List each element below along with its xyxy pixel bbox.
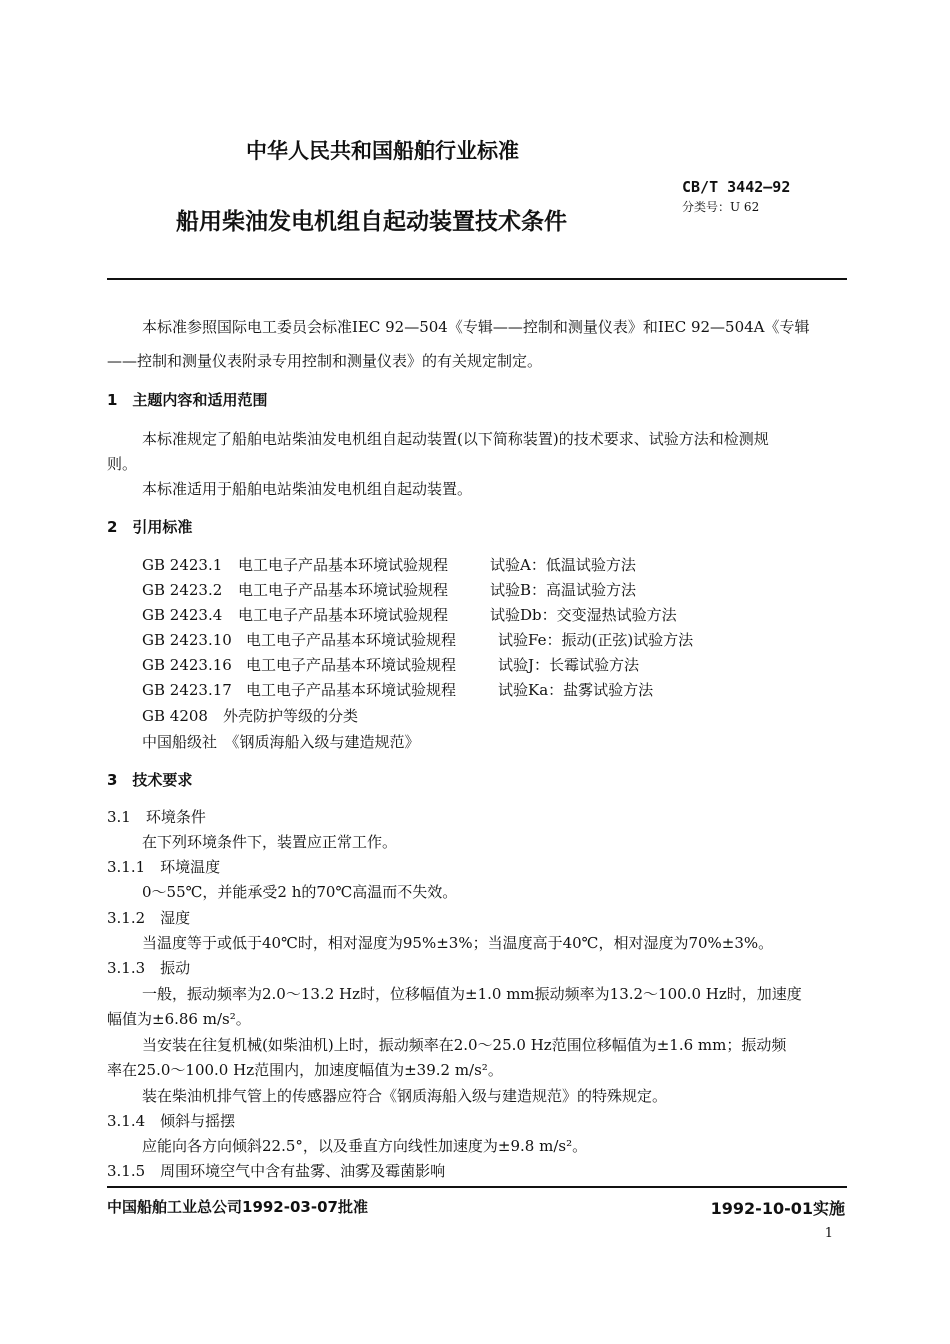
section-3-1-1-heading: 3.1.1 环境温度	[107, 858, 221, 876]
intro-line-2: ——控制和测量仪表附录专用控制和测量仪表》的有关规定制定。	[107, 352, 543, 370]
reference-code: GB 2423.4	[142, 606, 223, 624]
section-3-1-3-p1-line-2: 幅值为±6.86 m/s²。	[107, 1010, 251, 1028]
section-3-1-5-heading: 3.1.5 周围环境空气中含有盐雾、油雾及霉菌影响	[107, 1162, 446, 1180]
reference-test: 试验A：低温试验方法	[490, 556, 636, 574]
reference-code: GB 2423.2	[142, 581, 223, 599]
reference-title: 电工电子产品基本环境试验规程	[238, 606, 449, 624]
section-3-1-3-p2-line-2: 率在25.0～100.0 Hz范围内，加速度幅值为±39.2 m/s²。	[107, 1061, 503, 1079]
reference-test: 试验Db：交变湿热试验方法	[490, 606, 677, 624]
standard-number: CB/T 3442—92	[682, 178, 791, 196]
section-3-1-heading: 3.1 环境条件	[107, 808, 206, 826]
section-2-heading: 2 引用标准	[107, 518, 193, 536]
org-title: 中华人民共和国船舶行业标准	[246, 139, 519, 163]
implementation-date: 1992-10-01实施	[710, 1199, 845, 1218]
reference-code: GB 2423.1	[142, 556, 223, 574]
classification-number: 分类号：U 62	[682, 200, 760, 214]
reference-item	[142, 629, 693, 650]
section-3-1-3-p1-line-1: 一般，振动频率为2.0～13.2 Hz时，位移幅值为±1.0 mm振动频率为13.2～100.0 Hz时，加速度	[142, 985, 802, 1003]
reference-gb4208: GB 4208 外壳防护等级的分类	[142, 707, 358, 725]
section-1-p2: 本标准适用于船舶电站柴油发电机组自起动装置。	[142, 480, 473, 498]
reference-item	[142, 654, 639, 675]
section-3-1-4-heading: 3.1.4 倾斜与摇摆	[107, 1112, 236, 1130]
reference-test: 试验Fe：振动(正弦)试验方法	[498, 631, 694, 649]
section-3-1-4-text: 应能向各方向倾斜22.5°，以及垂直方向线性加速度为±9.8 m/s²。	[142, 1137, 588, 1155]
section-3-1-1-text: 0～55℃，并能承受2 h的70℃高温而不失效。	[142, 883, 458, 901]
reference-code: GB 2423.16	[142, 656, 232, 674]
reference-title: 电工电子产品基本环境试验规程	[238, 581, 449, 599]
reference-ccs-rules: 中国船级社 《钢质海船入级与建造规范》	[142, 733, 420, 751]
section-1-p1-line-2: 则。	[107, 455, 138, 473]
section-3-1-3-heading: 3.1.3 振动	[107, 959, 191, 977]
section-3-1-text: 在下列环境条件下，装置应正常工作。	[142, 833, 398, 851]
section-3-1-2-heading: 3.1.2 湿度	[107, 909, 191, 927]
reference-item	[142, 579, 636, 600]
section-3-1-2-text: 当温度等于或低于40℃时，相对湿度为95%±3%；当温度高于40℃，相对湿度为70%±3%。	[142, 934, 774, 952]
reference-test: 试验Ka：盐雾试验方法	[498, 681, 654, 699]
reference-test: 试验J：长霉试验方法	[498, 656, 640, 674]
section-3-heading: 3 技术要求	[107, 771, 193, 789]
reference-code: GB 2423.10	[142, 631, 232, 649]
reference-code: GB 2423.17	[142, 681, 232, 699]
reference-test: 试验B：高温试验方法	[490, 581, 637, 599]
section-1-p1-line-1: 本标准规定了船舶电站柴油发电机组自起动装置(以下简称装置)的技术要求、试验方法和检测规	[142, 430, 769, 448]
reference-item	[142, 604, 677, 625]
page-number: 1	[824, 1226, 833, 1241]
section-3-1-3-p3: 装在柴油机排气管上的传感器应符合《钢质海船入级与建造规范》的特殊规定。	[142, 1087, 668, 1105]
header-rule	[107, 278, 847, 280]
reference-title: 电工电子产品基本环境试验规程	[238, 556, 449, 574]
intro-line-1: 本标准参照国际电工委员会标准IEC 92—504《专辑——控制和测量仪表》和IEC 92—504A《专辑	[142, 318, 810, 336]
reference-title: 电工电子产品基本环境试验规程	[246, 656, 457, 674]
section-1-heading: 1 主题内容和适用范围	[107, 391, 268, 409]
footer-rule	[107, 1186, 847, 1188]
section-3-1-3-p2-line-1: 当安装在往复机械(如柴油机)上时，振动频率在2.0～25.0 Hz范围位移幅值为±1.6 mm；振动频	[142, 1036, 787, 1054]
reference-item	[142, 554, 636, 575]
reference-item	[142, 679, 653, 700]
approval-statement: 中国船舶工业总公司1992-03-07批准	[107, 1198, 368, 1216]
doc-title: 船用柴油发电机组自起动装置技术条件	[176, 209, 567, 235]
reference-title: 电工电子产品基本环境试验规程	[246, 681, 457, 699]
reference-title: 电工电子产品基本环境试验规程	[246, 631, 457, 649]
